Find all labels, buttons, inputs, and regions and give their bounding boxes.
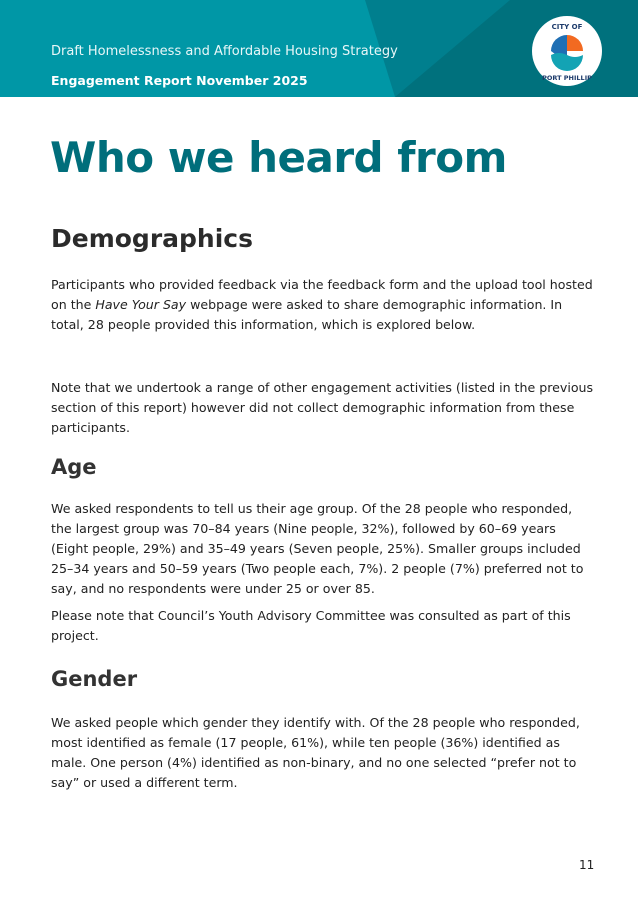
demographics-intro (51, 275, 596, 335)
intro-text: Participants who provided feedback via the feedback form and the upload tool hosted on the (51, 277, 593, 312)
demographics-note: Note that we undertook a range of other engagement activities (listed in the previous section of this report) however did not collect demographic information from these participants. (51, 380, 594, 435)
svg-text:CITY OF: CITY OF (551, 23, 583, 31)
age-heading: Age (51, 455, 97, 479)
have-your-say-text: Have Your Say (95, 297, 187, 312)
gender-paragraph: We asked people which gender they identify with. Of the 28 people who responded, most identified as female (17 people, 61%), while ten people (36%) identified as male. One person (4%) identified as non-binary, and no one selected “prefer not to say” or used a different term. (51, 715, 580, 790)
intro-text-end: webpage were asked to share demographic information. In total, 28 people provided this information, which is explored below. (51, 297, 563, 332)
gender-heading: Gender (51, 667, 138, 691)
page-number: 11 (579, 858, 595, 872)
document-subtitle: Draft Homelessness and Affordable Housing Strategy (51, 44, 398, 59)
city-of-port-phillip-logo (531, 15, 603, 87)
page-title: Who we heard from (50, 133, 507, 182)
svg-text:PORT PHILLIP: PORT PHILLIP (542, 74, 592, 82)
page-header (0, 0, 638, 97)
report-title: Engagement Report November 2025 (51, 73, 308, 88)
demographics-heading: Demographics (51, 224, 253, 253)
age-note: Please note that Council’s Youth Advisory Committee was consulted as part of this project. (51, 608, 571, 643)
age-paragraph: We asked respondents to tell us their age group. Of the 28 people who responded, the largest group was 70–84 years (Nine people, 32%), followed by 60–69 years (Eight people, 29%) and 35–49 years (Seven people, 25%). Smaller groups included 25–34 years and 50–59 years (Two people each, 7%). 2 people (7%) preferred not to say, and no respondents were under 25 or over 85. (51, 501, 584, 596)
